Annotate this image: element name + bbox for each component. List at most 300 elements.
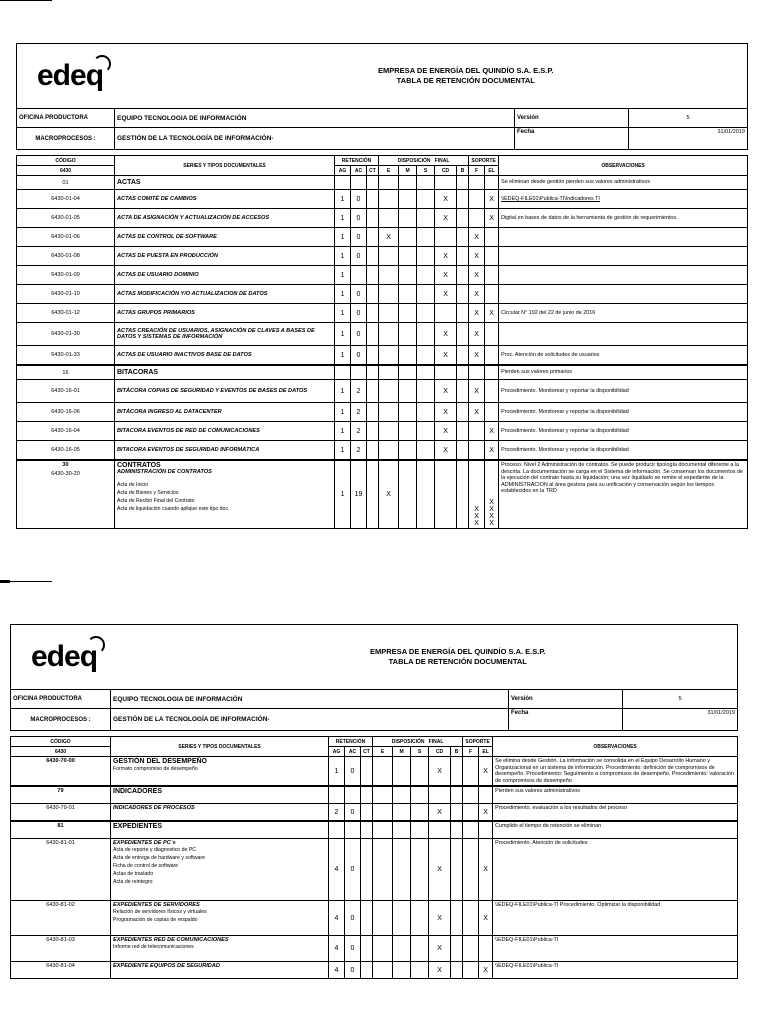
company-cell-2 bbox=[370, 625, 738, 690]
row-code: 6430-16-06 bbox=[17, 403, 115, 422]
row-m bbox=[399, 323, 417, 346]
row-m bbox=[399, 380, 417, 403]
table-row bbox=[17, 209, 748, 228]
table-row bbox=[11, 757, 738, 787]
row-ac: 0 bbox=[345, 936, 361, 962]
row-ct bbox=[361, 804, 373, 822]
row-ct bbox=[367, 209, 379, 228]
col-el: EL bbox=[485, 166, 499, 176]
date-label: Fecha bbox=[515, 128, 629, 150]
row-ag: 1 bbox=[335, 304, 351, 323]
office-label: OFICINA PRODUCTORA bbox=[17, 109, 115, 128]
row-e bbox=[379, 266, 399, 285]
row-ct bbox=[367, 304, 379, 323]
row-el: X bbox=[479, 839, 493, 901]
document-type: Acta de reporte y diagnostico de PC bbox=[113, 847, 197, 853]
col-cd-2: CD bbox=[429, 747, 451, 757]
version-value-2: 5 bbox=[623, 690, 738, 709]
row-observation: \\EDEQ-FILE01\Publica-TI\Indicadores TI bbox=[499, 190, 748, 209]
company-name: EMPRESA DE ENERGÍA DEL QUINDÍO S.A. E.S.P. bbox=[378, 66, 554, 75]
row-ac bbox=[345, 786, 361, 804]
col-s-2: S bbox=[411, 747, 429, 757]
col-observaciones-2: OBSERVACIONES bbox=[493, 737, 738, 757]
office-value-2: EQUIPO TECNOLOGIA DE INFORMACIÓN bbox=[111, 690, 509, 709]
col-ct-2: CT bbox=[361, 747, 373, 757]
row-observation: Procedimiento. Monitorear y reportar la disponibilidad bbox=[499, 403, 748, 422]
table-row bbox=[11, 936, 738, 962]
contratos-code: 30 6430-30-20 bbox=[17, 460, 115, 528]
row-s bbox=[417, 190, 435, 209]
row-f bbox=[469, 209, 485, 228]
company-name-2: EMPRESA DE ENERGÍA DEL QUINDÍO S.A. E.S.P. bbox=[370, 647, 546, 656]
row-code: 6430-01-06 bbox=[17, 228, 115, 247]
row-el bbox=[485, 228, 499, 247]
row-series: ACTAS DE USUARIO INACTIVOS BASE DE DATOS bbox=[115, 346, 335, 366]
col-ag-2: AG bbox=[329, 747, 345, 757]
row-el: X bbox=[479, 901, 493, 936]
row-s bbox=[411, 962, 429, 979]
office-label-2: OFICINA PRODUCTORA bbox=[11, 690, 111, 709]
row-s bbox=[417, 247, 435, 266]
row-series: ACTAS bbox=[115, 176, 335, 190]
document-type: Programación de copias de respaldo bbox=[113, 917, 198, 923]
row-f bbox=[463, 901, 479, 936]
row-f: X bbox=[469, 228, 485, 247]
row-s bbox=[411, 757, 429, 787]
macro-label-2: MACROPROCESOS : bbox=[11, 709, 111, 731]
row-b bbox=[457, 403, 469, 422]
row-e bbox=[379, 176, 399, 190]
row-cd: X bbox=[435, 285, 457, 304]
row-m bbox=[399, 247, 417, 266]
row-ag: 1 bbox=[335, 228, 351, 247]
edeq-logo-2: edeq bbox=[31, 640, 97, 674]
document-type: Formato compromiso de desempeño bbox=[113, 766, 198, 772]
document-type: Acta de reintegro bbox=[113, 879, 153, 885]
row-cd: X bbox=[429, 901, 451, 936]
row-series bbox=[111, 821, 329, 839]
row-el bbox=[479, 936, 493, 962]
row-ac: 0 bbox=[351, 247, 367, 266]
row-ac: 0 bbox=[345, 901, 361, 936]
row-el bbox=[479, 786, 493, 804]
row-e bbox=[373, 757, 393, 787]
logo-swoosh-icon bbox=[93, 55, 111, 73]
row-ct bbox=[367, 422, 379, 441]
contratos-ac: 19 bbox=[351, 460, 367, 528]
row-s bbox=[417, 285, 435, 304]
row-code: 16 bbox=[17, 365, 115, 380]
row-f bbox=[463, 962, 479, 979]
row-cd: X bbox=[429, 936, 451, 962]
row-m bbox=[399, 285, 417, 304]
row-f bbox=[463, 936, 479, 962]
row-e bbox=[373, 839, 393, 901]
row-observation: Procedimiento. Atención de solicitudes bbox=[493, 839, 738, 901]
sheet2-grid bbox=[10, 736, 738, 979]
top-rule bbox=[0, 0, 52, 1]
row-ac: 0 bbox=[351, 304, 367, 323]
row-observation: Procedimiento. Monitorear y reportar la disponibilidad bbox=[499, 380, 748, 403]
col-disposicion-2: DISPOSICIÓN FINAL bbox=[373, 737, 463, 747]
row-code: 6430-70-00 bbox=[11, 757, 111, 787]
row-f bbox=[469, 176, 485, 190]
table-row bbox=[11, 839, 738, 901]
row-observation: Procedimiento. Monitorear y reportar la disponibilidad bbox=[499, 422, 748, 441]
row-ct bbox=[361, 839, 373, 901]
row-b bbox=[451, 839, 463, 901]
row-ct bbox=[361, 962, 373, 979]
row-el bbox=[485, 247, 499, 266]
row-m bbox=[399, 403, 417, 422]
row-cd: X bbox=[435, 403, 457, 422]
row-e bbox=[373, 786, 393, 804]
row-cd bbox=[435, 304, 457, 323]
row-ag: 1 bbox=[335, 266, 351, 285]
row-el bbox=[485, 403, 499, 422]
row-m bbox=[399, 266, 417, 285]
edeq-logo: edeq bbox=[37, 59, 103, 93]
row-ct bbox=[367, 266, 379, 285]
table-row bbox=[17, 441, 748, 461]
series-title: EXPEDIENTES DE SERVIDORES bbox=[113, 902, 200, 908]
row-ct bbox=[367, 346, 379, 366]
sheet1-contratos bbox=[17, 460, 748, 528]
row-b bbox=[457, 365, 469, 380]
table-row bbox=[17, 422, 748, 441]
row-m bbox=[393, 901, 411, 936]
row-b bbox=[457, 323, 469, 346]
row-cd: X bbox=[429, 804, 451, 822]
row-ac bbox=[351, 365, 367, 380]
sheet1-grid bbox=[16, 155, 748, 529]
col-ag: AG bbox=[335, 166, 351, 176]
row-ac: 0 bbox=[351, 323, 367, 346]
table-row bbox=[11, 901, 738, 936]
row-ac: 2 bbox=[351, 422, 367, 441]
col-f-2: F bbox=[463, 747, 479, 757]
row-ag bbox=[329, 786, 345, 804]
row-code: 6430-81-02 bbox=[11, 901, 111, 936]
row-ac: 0 bbox=[351, 190, 367, 209]
col-e: E bbox=[379, 166, 399, 176]
col-b-2: B bbox=[451, 747, 463, 757]
row-b bbox=[451, 786, 463, 804]
row-series: BITÁCORA COPIAS DE SEGURIDAD Y EVENTOS DE BASES DE DATOS bbox=[115, 380, 335, 403]
row-m bbox=[399, 365, 417, 380]
row-series: BITACORAS bbox=[115, 365, 335, 380]
row-b bbox=[457, 209, 469, 228]
row-b bbox=[457, 441, 469, 461]
table-row bbox=[17, 323, 748, 346]
row-s bbox=[411, 901, 429, 936]
row-ac bbox=[351, 176, 367, 190]
row-ct bbox=[361, 936, 373, 962]
row-cd bbox=[435, 365, 457, 380]
row-observation: Digital en bases de datos de la herramienta de gestión de requerimientos. bbox=[499, 209, 748, 228]
table-row bbox=[17, 228, 748, 247]
contratos-ag: 1 bbox=[335, 460, 351, 528]
row-s bbox=[411, 936, 429, 962]
row-code: 6430-01-33 bbox=[17, 346, 115, 366]
row-m bbox=[393, 839, 411, 901]
row-code: 01 bbox=[17, 176, 115, 190]
row-ac: 2 bbox=[351, 441, 367, 461]
row-m bbox=[393, 804, 411, 822]
row-b bbox=[451, 757, 463, 787]
row-observation bbox=[499, 228, 748, 247]
row-m bbox=[399, 228, 417, 247]
row-cd bbox=[435, 228, 457, 247]
col-ct: CT bbox=[367, 166, 379, 176]
col-retencion: RETENCIÓN bbox=[335, 156, 379, 166]
row-s bbox=[411, 786, 429, 804]
row-b bbox=[457, 266, 469, 285]
row-f: X bbox=[469, 323, 485, 346]
row-el: X bbox=[479, 757, 493, 787]
row-f bbox=[463, 804, 479, 822]
row-series: ACTAS MODIFICACIÓN Y/O ACTUALIZACION DE DATOS bbox=[115, 285, 335, 304]
table-row bbox=[11, 804, 738, 822]
scan-mark bbox=[0, 580, 10, 583]
row-ag: 1 bbox=[335, 403, 351, 422]
row-cd: X bbox=[435, 323, 457, 346]
row-ac: 0 bbox=[345, 757, 361, 787]
table-row bbox=[17, 176, 748, 190]
row-series bbox=[111, 962, 329, 979]
document-title: TABLA DE RETENCIÓN DOCUMENTAL bbox=[396, 76, 535, 85]
row-ag bbox=[335, 365, 351, 380]
sheet2-header bbox=[10, 624, 738, 690]
table-row bbox=[17, 190, 748, 209]
row-observation bbox=[499, 247, 748, 266]
row-f bbox=[469, 422, 485, 441]
col-soporte: SOPORTE bbox=[469, 156, 499, 166]
row-ac bbox=[351, 266, 367, 285]
col-f: F bbox=[469, 166, 485, 176]
row-code: 6430-01-30 bbox=[17, 323, 115, 346]
series-title: GESTIÓN DEL DESEMPEÑO bbox=[113, 758, 207, 765]
row-cd: X bbox=[435, 441, 457, 461]
row-b bbox=[451, 936, 463, 962]
contratos-e: X bbox=[379, 460, 399, 528]
row-series bbox=[111, 757, 329, 787]
row-observation: Se eliminan desde gestión pierden sus valores administrativos bbox=[499, 176, 748, 190]
row-ct bbox=[361, 757, 373, 787]
row-b bbox=[451, 962, 463, 979]
document-type: Relación de servidores físicos y virtuales bbox=[113, 909, 207, 915]
row-ag: 2 bbox=[329, 804, 345, 822]
row-e bbox=[373, 804, 393, 822]
row-e: X bbox=[379, 228, 399, 247]
document-type: Acta de entrega de hardware y software bbox=[113, 855, 205, 861]
series-title: INDICADORES bbox=[113, 788, 163, 795]
row-b bbox=[457, 247, 469, 266]
row-f bbox=[469, 190, 485, 209]
row-m bbox=[399, 346, 417, 366]
trd-sheet-2 bbox=[10, 624, 738, 979]
row-el bbox=[479, 821, 493, 839]
row-ag: 1 bbox=[335, 346, 351, 366]
row-code: 6430-79-01 bbox=[11, 804, 111, 822]
row-code: 6430-81-03 bbox=[11, 936, 111, 962]
sheet1-rows bbox=[17, 176, 748, 461]
row-code: 6430-81-01 bbox=[11, 839, 111, 901]
row-ac bbox=[345, 821, 361, 839]
row-m bbox=[399, 422, 417, 441]
row-ac: 0 bbox=[351, 285, 367, 304]
row-ag: 1 bbox=[335, 380, 351, 403]
row-el bbox=[485, 176, 499, 190]
contratos-series: CONTRATOS ADMINISTRACIÓN DE CONTRATOS Acta de Inicio Acta de Bienes y Servicios Acta de Recibo Final del Contrato Acta de liquidación cuando aplique este tipo doc. bbox=[115, 460, 335, 528]
row-b bbox=[457, 228, 469, 247]
row-cd: X bbox=[435, 266, 457, 285]
table-row bbox=[17, 304, 748, 323]
row-cd: X bbox=[429, 839, 451, 901]
row-e bbox=[373, 821, 393, 839]
row-code: 6430-81-04 bbox=[11, 962, 111, 979]
row-e bbox=[379, 403, 399, 422]
row-observation: Procedimiento. evaluación a los resultados del proceso bbox=[493, 804, 738, 822]
row-f: X bbox=[469, 285, 485, 304]
row-el bbox=[485, 323, 499, 346]
document-title-2: TABLA DE RETENCIÓN DOCUMENTAL bbox=[388, 657, 527, 666]
table-row bbox=[17, 380, 748, 403]
row-cd: X bbox=[435, 247, 457, 266]
col-codigo: CÓDIGO bbox=[17, 156, 115, 166]
row-e bbox=[379, 365, 399, 380]
row-s bbox=[417, 176, 435, 190]
row-cd bbox=[435, 176, 457, 190]
row-ag: 4 bbox=[329, 839, 345, 901]
date-value-2: 31/01/2019 bbox=[623, 709, 738, 731]
row-ag bbox=[335, 176, 351, 190]
row-series: BITACORA EVENTOS DE SEGURIDAD INFORMÁTICA bbox=[115, 441, 335, 461]
row-f: X bbox=[469, 380, 485, 403]
company-cell bbox=[378, 44, 748, 109]
row-b bbox=[457, 176, 469, 190]
table-row bbox=[17, 285, 748, 304]
row-e bbox=[379, 247, 399, 266]
col-e-2: E bbox=[373, 747, 393, 757]
row-observation: Proc. Atención de solicitudes de usuarios bbox=[499, 346, 748, 366]
row-ac: 0 bbox=[345, 839, 361, 901]
table-row bbox=[17, 403, 748, 422]
row-code: 6430-01-09 bbox=[17, 266, 115, 285]
row-e bbox=[379, 209, 399, 228]
row-observation bbox=[499, 266, 748, 285]
col-s: S bbox=[417, 166, 435, 176]
row-ct bbox=[367, 365, 379, 380]
row-series bbox=[111, 901, 329, 936]
row-b bbox=[451, 821, 463, 839]
row-cd bbox=[429, 786, 451, 804]
row-ct bbox=[367, 190, 379, 209]
row-el: X bbox=[479, 804, 493, 822]
row-m bbox=[399, 190, 417, 209]
row-m bbox=[393, 962, 411, 979]
logo-swoosh-icon-2 bbox=[87, 636, 105, 654]
row-e bbox=[379, 190, 399, 209]
row-ac: 2 bbox=[351, 380, 367, 403]
series-title: EXPEDIENTE EQUIPOS DE SEGURIDAD bbox=[113, 963, 220, 969]
row-e bbox=[373, 901, 393, 936]
row-m bbox=[393, 757, 411, 787]
row-e bbox=[379, 380, 399, 403]
version-value: 5 bbox=[629, 109, 748, 128]
table-row bbox=[17, 247, 748, 266]
row-series: ACTAS DE USUARIO DOMINIO bbox=[115, 266, 335, 285]
row-f bbox=[463, 821, 479, 839]
row-s bbox=[417, 266, 435, 285]
row-observation: Circular N° 192 del 22 de junio de 2016 bbox=[499, 304, 748, 323]
row-ac: 0 bbox=[351, 228, 367, 247]
row-el: X bbox=[485, 422, 499, 441]
row-b bbox=[451, 901, 463, 936]
row-ag: 4 bbox=[329, 962, 345, 979]
row-f bbox=[469, 365, 485, 380]
row-observation bbox=[499, 323, 748, 346]
row-series: ACTAS COMITÉ DE CAMBIOS bbox=[115, 190, 335, 209]
row-observation: \\EDEQ-FILE01\Publica-TI bbox=[493, 962, 738, 979]
date-value: 31/01/2019 bbox=[629, 128, 748, 150]
col-m-2: M bbox=[393, 747, 411, 757]
row-observation: Pierden sus valores primarios bbox=[499, 365, 748, 380]
row-code: 6430-01-04 bbox=[17, 190, 115, 209]
row-s bbox=[417, 346, 435, 366]
macro-value: GESTIÓN DE LA TECNOLOGÍA DE INFORMACIÓN- bbox=[115, 128, 515, 150]
col-cd: CD bbox=[435, 166, 457, 176]
row-b bbox=[457, 380, 469, 403]
row-cd: X bbox=[429, 962, 451, 979]
col-codigo-num-2: 6430 bbox=[11, 747, 111, 757]
row-ag: 1 bbox=[335, 247, 351, 266]
row-e bbox=[379, 422, 399, 441]
row-ct bbox=[367, 176, 379, 190]
row-ct bbox=[367, 323, 379, 346]
row-observation: Cumplido el tiempo de retención se eliminan bbox=[493, 821, 738, 839]
row-series: BITACORA EVENTOS DE RED DE COMUNICACIONES bbox=[115, 422, 335, 441]
row-e bbox=[379, 346, 399, 366]
row-cd: X bbox=[429, 757, 451, 787]
row-ct bbox=[367, 403, 379, 422]
macro-value-2: GESTIÓN DE LA TECNOLOGÍA DE INFORMACIÓN- bbox=[111, 709, 509, 731]
col-b: B bbox=[457, 166, 469, 176]
row-series: ACTAS DE CONTROL DE SOFTWARE bbox=[115, 228, 335, 247]
row-observation: \\EDEQ-FILE01\Publica-TI Procedimiento. Optimizar la disponibilidad bbox=[493, 901, 738, 936]
row-el: X bbox=[485, 304, 499, 323]
row-s bbox=[417, 422, 435, 441]
col-m: M bbox=[399, 166, 417, 176]
row-s bbox=[411, 804, 429, 822]
row-ct bbox=[367, 441, 379, 461]
row-b bbox=[457, 190, 469, 209]
row-ag: 1 bbox=[335, 422, 351, 441]
row-series bbox=[111, 786, 329, 804]
col-series-2: SERIES Y TIPOS DOCUMENTALES bbox=[111, 737, 329, 757]
row-b bbox=[457, 346, 469, 366]
col-disposicion: DISPOSICIÓN FINAL bbox=[379, 156, 469, 166]
row-el bbox=[485, 346, 499, 366]
row-e bbox=[379, 285, 399, 304]
row-ct bbox=[367, 285, 379, 304]
col-ac-2: AC bbox=[345, 747, 361, 757]
row-ag: 1 bbox=[335, 323, 351, 346]
row-e bbox=[373, 962, 393, 979]
row-ag bbox=[329, 821, 345, 839]
col-codigo-num: 6430 bbox=[17, 166, 115, 176]
series-title: EXPEDIENTES DE PC´s bbox=[113, 840, 176, 846]
